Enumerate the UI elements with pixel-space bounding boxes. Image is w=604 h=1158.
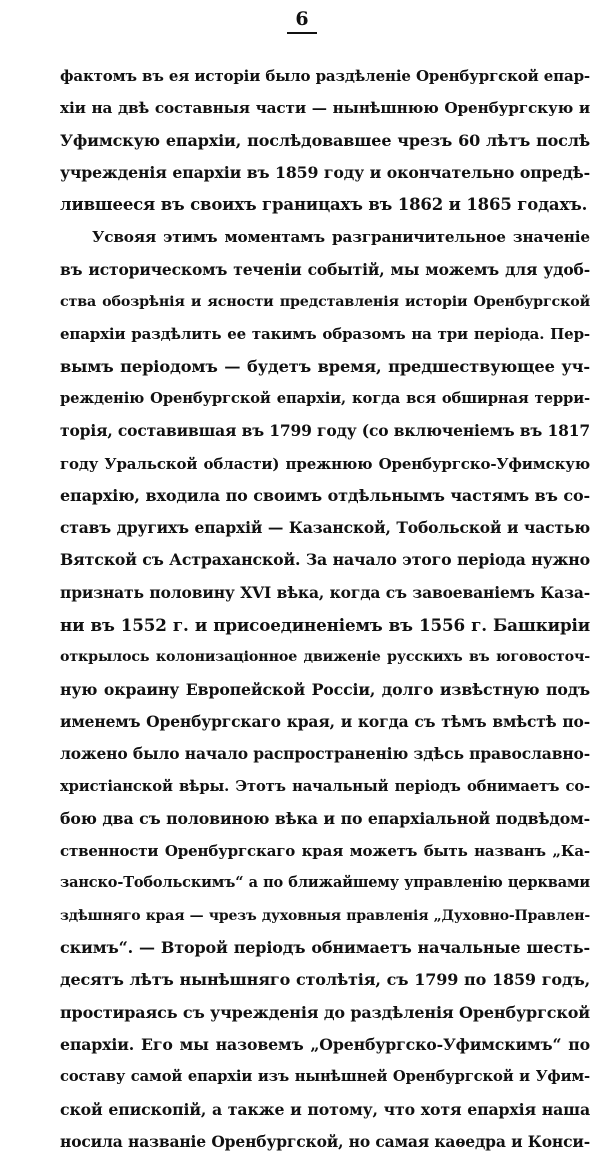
text-line: здѣшняго края — чрезъ духовныя правленiя „Духовно-Правлен- — [60, 907, 590, 924]
text-line: ную окраину Европейской Россiи, долго извѣстную подъ — [60, 679, 590, 699]
text-line: ложено было начало распространенiю здѣсь православно- — [60, 744, 590, 764]
page-number — [0, 8, 604, 34]
body-text — [60, 60, 590, 1158]
text-line: лившееся въ своихъ границахъ въ 1862 и 1865 годахъ. — [60, 195, 588, 215]
text-line: хiи на двѣ составныя части — нынѣшнюю Оренбургскую и — [60, 99, 590, 118]
text-line: занско-Тобольскимъ“ а по ближайшему управленiю церквами — [60, 874, 590, 892]
text-line: открылось колонизацiонное движенiе русскихъ въ юговосточ- — [60, 649, 590, 666]
page-number-text: 6 — [287, 8, 316, 34]
text-line: скимъ“. — Второй перiодъ обнимаетъ начальные шесть- — [60, 938, 590, 958]
text-line: составу самой епархiи изъ нынѣшней Оренбургской и Уфим- — [60, 1068, 590, 1086]
text-line: Усвояя этимъ моментамъ разграничительное значенiе — [92, 228, 590, 247]
text-line: фактомъ въ ея исторiи было раздѣленiе Оренбургской епар- — [60, 67, 590, 85]
text-line: носила названiе Оренбургской, но самая каѳедра и Конси- — [60, 1131, 590, 1151]
text-line: христiанской вѣры. Этотъ начальный перiодъ обнимаетъ со- — [60, 777, 590, 795]
text-line: учрежденiя епархiи въ 1859 году и окончательно опредѣ- — [60, 162, 590, 182]
text-line: году Уральской области) прежнюю Оренбургско-Уфимскую — [60, 454, 590, 473]
text-line: Уфимскую епархiи, послѣдовавшее чрезъ 60 лѣтъ послѣ — [60, 130, 590, 150]
text-line: ставъ другихъ епархiй — Казанской, Тобольской и частью — [60, 518, 590, 538]
text-line: режденiю Оренбургской епархiи, когда вся обширная терри- — [60, 389, 590, 407]
text-line: Вятской съ Астраханской. За начало этого перiода нужно — [60, 550, 590, 570]
text-line: епархiю, входила по своимъ отдѣльнымъ частямъ въ со- — [60, 485, 590, 505]
text-line: простираясь съ учрежденiя до раздѣленiя Оренбургской — [60, 1002, 590, 1022]
text-line: ства обозрѣнiя и ясности представленiя исторiи Оренбургской — [60, 294, 590, 311]
text-line: торiя, составившая въ 1799 году (со включенiемъ въ 1817 — [60, 421, 590, 441]
text-line: именемъ Оренбургскаго края, и когда съ тѣмъ вмѣстѣ по- — [60, 711, 590, 731]
text-line: ственности Оренбургскаго края можетъ быть названъ „Ка- — [60, 842, 590, 861]
text-line: ни въ 1552 г. и присоединенiемъ въ 1556 г. Башкирiи — [60, 615, 590, 636]
text-line: ской епископiй, а также и потому, что хотя епархiя наша — [60, 1099, 590, 1119]
text-line: десятъ лѣтъ нынѣшняго столѣтiя, съ 1799 по 1859 годъ, — [60, 970, 590, 990]
text-line: въ историческомъ теченiи событiй, мы можемъ для удоб- — [60, 259, 590, 279]
text-line: епархiи. Его мы назовемъ „Оренбургско-Уфимскимъ“ по — [60, 1034, 590, 1054]
text-line: бою два съ половиною вѣка и по епархiальной подвѣдом- — [60, 808, 590, 828]
text-line: вымъ перiодомъ — будетъ время, предшествующее уч- — [60, 356, 590, 376]
text-line: признать половину XVI вѣка, когда съ завоеванiемъ Каза- — [60, 582, 590, 602]
text-line: епархiи раздѣлить ее такимъ образомъ на три перiода. Пер- — [60, 325, 590, 344]
